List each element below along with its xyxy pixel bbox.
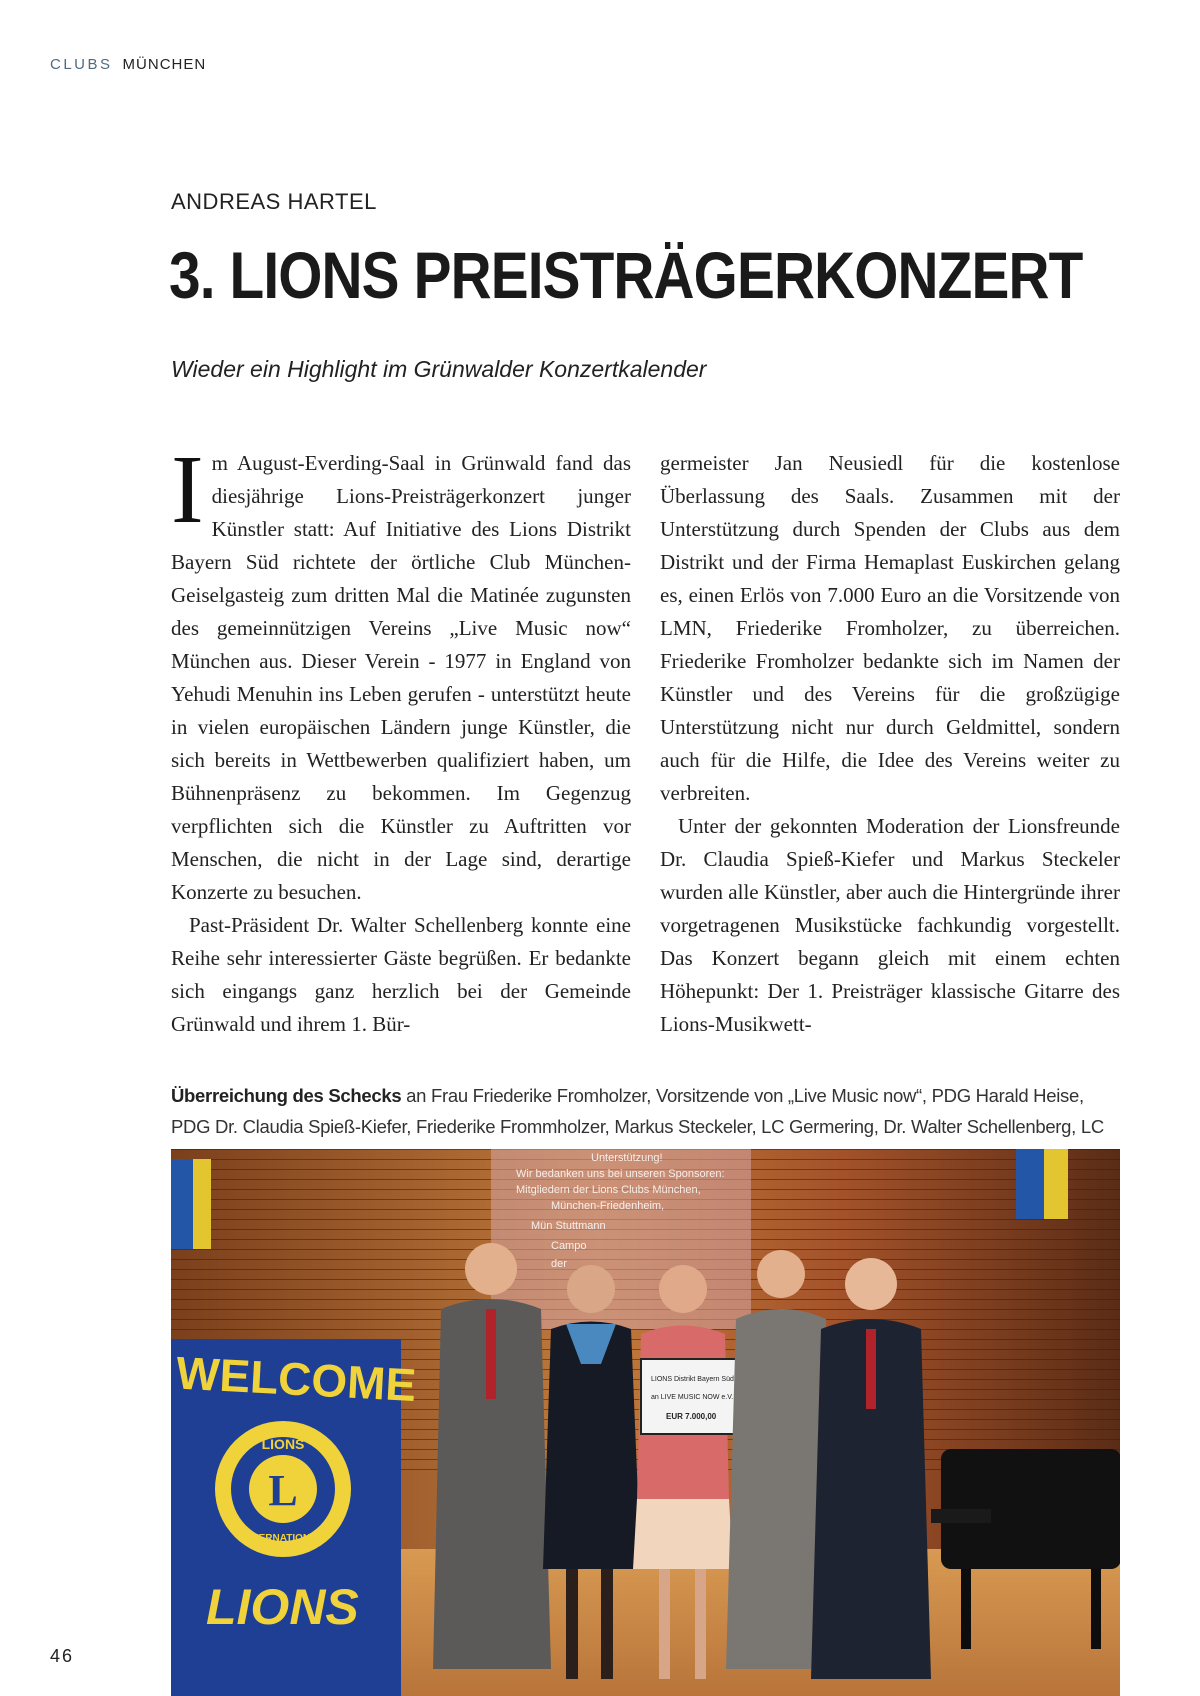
emblem-bottom-text: INTERNATIONAL <box>242 1533 324 1544</box>
caption-text: an Frau Friederike Fromholzer, Vorsitzende von „Live Music now“, PDG Harald Heise, PDG Dr. Claudia Spieß-Kiefer, Friederike Frommholzer, Markus Steckeler, LC Germering, Dr. Walter Schellenberg, LC <box>171 1085 1104 1137</box>
section-label: CLUBS <box>50 56 113 73</box>
author-name: ANDREAS HARTEL <box>171 189 377 214</box>
page-number: 46 <box>50 1646 75 1666</box>
emblem-letter: L <box>268 1466 298 1515</box>
screen-text: der <box>551 1258 567 1270</box>
screen-text: Mitgliedern der Lions Clubs München, <box>516 1184 701 1196</box>
check-line: EUR 7.000,00 <box>666 1412 717 1421</box>
paragraph-text: m August-Everding-Saal in Grünwald fand das diesjährige Lions-Preisträgerkonzert junger Künstler statt: Auf Initiative des Lions Distrikt Bayern Süd richtete der örtliche Club München-Geiselgasteig zum dritten Mal die Matinée zugunsten des gemeinnützigen Vereins „Live Music now“ München aus. Dieser Verein - 1977 in England von Yehudi Menuhin ins Leben gerufen - unterstützt heute in vielen europäischen Ländern junge Künstler, die sich bereits in Wettbewerben qualifiziert haben, um Bühnenpräsenz zu bekommen. Im Gegenzug verpflichten sich die Künstler zu Auftritten vor Menschen, die nicht in der Lage sind, derartige Konzerte zu besuchen. <box>171 451 631 904</box>
paragraph <box>171 436 631 909</box>
left-column <box>171 436 631 1041</box>
caption-lead: Überreichung des Schecks <box>171 1085 402 1106</box>
screen-text: Unterstützung! <box>591 1152 663 1164</box>
drop-cap: I <box>171 436 204 544</box>
right-column <box>660 447 1120 1041</box>
emblem-top-text: LIONS <box>261 1436 305 1452</box>
paragraph: Past-Präsident Dr. Walter Schellenberg konnte eine Reihe sehr interessierter Gäste begrüßen. Er bedankte sich eingangs ganz herzlich bei der Gemeinde Grünwald und ihrem 1. Bür- <box>171 913 631 1036</box>
paragraph: Unter der gekonnten Moderation der Lionsfreunde Dr. Claudia Spieß-Kiefer und Markus Steckeler wurden alle Künstler, aber auch die Hintergründe ihrer vorgetragenen Musikstücke fachkundig vorgestellt. Das Konzert begann gleich mit einem echten Höhepunkt: Der 1. Preisträger klassische Gitarre des Lions-Musikwett- <box>660 814 1120 1036</box>
screen-text: Mün Stuttmann <box>531 1220 606 1232</box>
article-subtitle: Wieder ein Highlight im Grünwalder Konzertkalender <box>171 356 707 382</box>
check-line: an LIVE MUSIC NOW e.V. <box>651 1394 734 1401</box>
event-photo-illustration <box>171 1149 1120 1696</box>
screen-text: München-Friedenheim, <box>551 1200 665 1212</box>
check-line: LIONS Distrikt Bayern Süd <box>651 1376 734 1383</box>
screen-text: Campo <box>551 1240 587 1252</box>
banner-welcome: WELCOME <box>174 1346 418 1412</box>
banner-lions: LIONS <box>206 1579 359 1635</box>
lions-banner <box>171 1339 417 1696</box>
screen-text: Wir bedanken uns bei unseren Sponsoren: <box>516 1168 725 1180</box>
running-head <box>50 56 206 73</box>
event-photo <box>171 1149 1120 1696</box>
paragraph: germeister Jan Neusiedl für die kostenlose Überlassung des Saals. Zusammen mit der Unterstützung durch Spenden der Clubs aus dem Distrikt und der Firma Hemaplast Euskirchen gelang es, einen Erlös von 7.000 Euro an die Vorsitzende von LMN, Friederike Fromholzer, zu überreichen. Friederike Fromholzer bedankte sich im Namen der Künstler und des Vereins für die großzügige Unterstützung nicht nur durch Geldmittel, sondern auch für die Hilfe, die Idee des Vereins weiter zu verbreiten. <box>660 451 1120 805</box>
article-title: 3. LIONS PREISTRÄGERKONZERT <box>169 238 1083 312</box>
subsection-label: MÜNCHEN <box>122 56 207 73</box>
